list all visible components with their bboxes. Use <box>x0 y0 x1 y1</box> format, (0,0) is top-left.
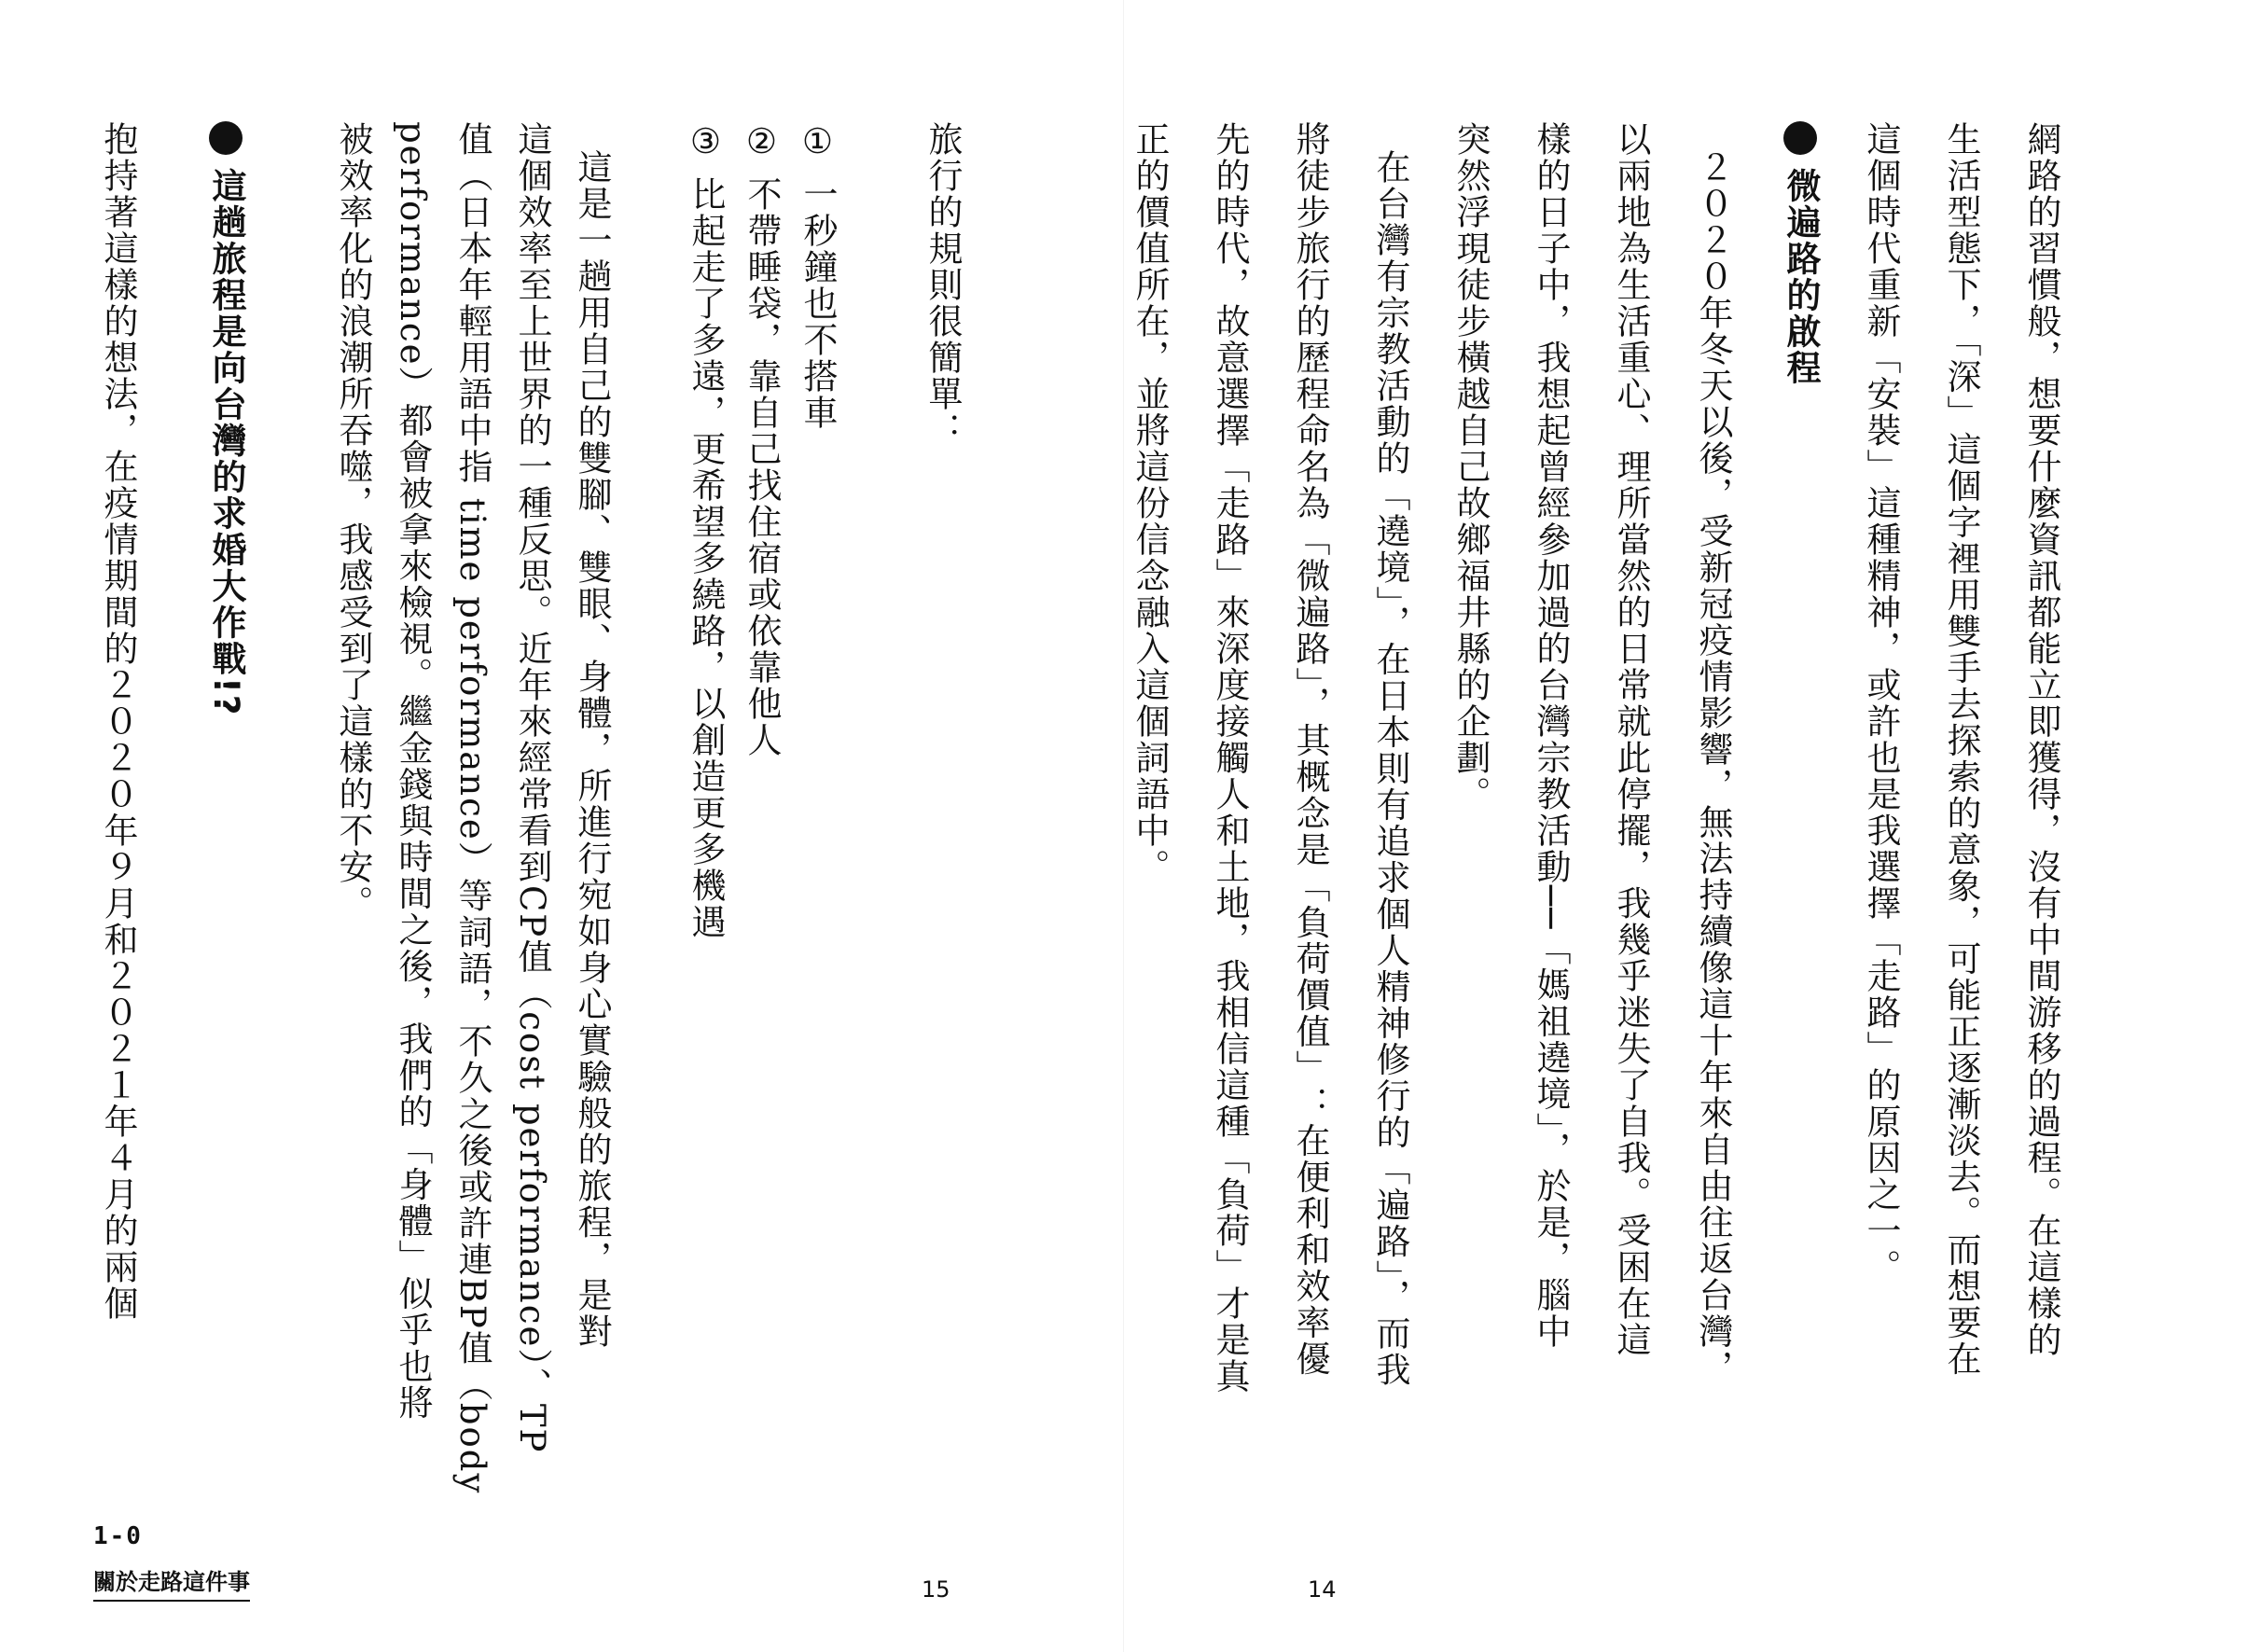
text-column: 被效率化的浪潮所吞噬，我感受到了這樣的不安。 <box>333 121 373 922</box>
text-column: 突然浮現徒步橫越自己故鄉福井縣的企劃。 <box>1450 121 1491 812</box>
section-heading <box>1772 121 1828 1465</box>
rules-intro: 旅行的規則很簡單： <box>922 121 963 449</box>
text-column: 將徒步旅行的歷程命名為「微遍路」，其概念是「負荷價值」：在便利和效率優 <box>1290 121 1330 1378</box>
text-column: 網路的習慣般，想要什麼資訊都能立即獲得，沒有中間游移的過程。在這樣的 <box>2021 121 2061 1358</box>
text-column: 這個效率至上世界的一種反思。近年來經常看到CP值（cost performance）、TP <box>512 121 552 1454</box>
page-number-14: 14 <box>1308 1576 1337 1603</box>
text-column: 正的價值所在，並將這份信念融入這個詞語中。 <box>1130 121 1170 885</box>
bullet-dot-icon <box>209 121 243 155</box>
heading-text: 這趟旅程是向台灣的求婚大作戰!? <box>206 168 246 717</box>
rule-item: ② 不帶睡袋，靠自己找住宿或依靠他人 <box>742 121 782 758</box>
text-column: 樣的日子中，我想起曾經參加過的台灣宗教活動──「媽祖遶境」，於是，腦中 <box>1531 121 1571 1351</box>
text-column: 這是一趟用自己的雙腳、雙眼、身體，所進行宛如身心實驗般的旅程，是對 <box>572 149 612 1350</box>
rule-item: ① 一秒鐘也不搭車 <box>798 121 838 431</box>
text-column: 生活型態下，「深」這個字裡用雙手去探索的意象，可能正逐漸淡去。而想要在 <box>1941 121 1981 1378</box>
rule-item: ③ 比起走了多遠，更希望多繞路，以創造更多機遇 <box>686 121 726 940</box>
text-column: 在台灣有宗教活動的「遶境」，在日本則有追求個人精神修行的「遍路」，而我 <box>1370 149 1410 1388</box>
section-heading <box>198 121 254 1465</box>
chapter-number: 1-0 <box>93 1522 143 1550</box>
text-column: ２０２０年冬天以後，受新冠疫情影響，無法持續像這十年來自由往返台灣， <box>1693 149 1733 1386</box>
text-column: performance）都會被拿來檢視。繼金錢與時間之後，我們的「身體」似乎也將 <box>393 121 433 1422</box>
heading-text: 微遍路的啟程 <box>1781 168 1821 386</box>
bullet-dot-icon <box>1783 121 1817 155</box>
page-number-15: 15 <box>922 1576 950 1603</box>
text-column: 先的時代，故意選擇「走路」來深度接觸人和土地，我相信這種「負荷」才是真 <box>1210 121 1250 1395</box>
chapter-title: 關於走路這件事 <box>93 1563 250 1602</box>
text-column: 值（日本年輕用語中指 time performance）等詞語，不久之後或許連BP值（body <box>452 121 492 1495</box>
text-column: 這個時代重新「安裝」這種精神，或許也是我選擇「走路」的原因之一。 <box>1861 121 1901 1285</box>
text-column: 抱持著這樣的想法，在疫情期間的２０２０年９月和２０２１年４月的兩個 <box>98 121 138 1322</box>
text-column: 以兩地為生活重心、理所當然的日常就此停擺，我幾乎迷失了自我。受困在這 <box>1611 121 1651 1358</box>
